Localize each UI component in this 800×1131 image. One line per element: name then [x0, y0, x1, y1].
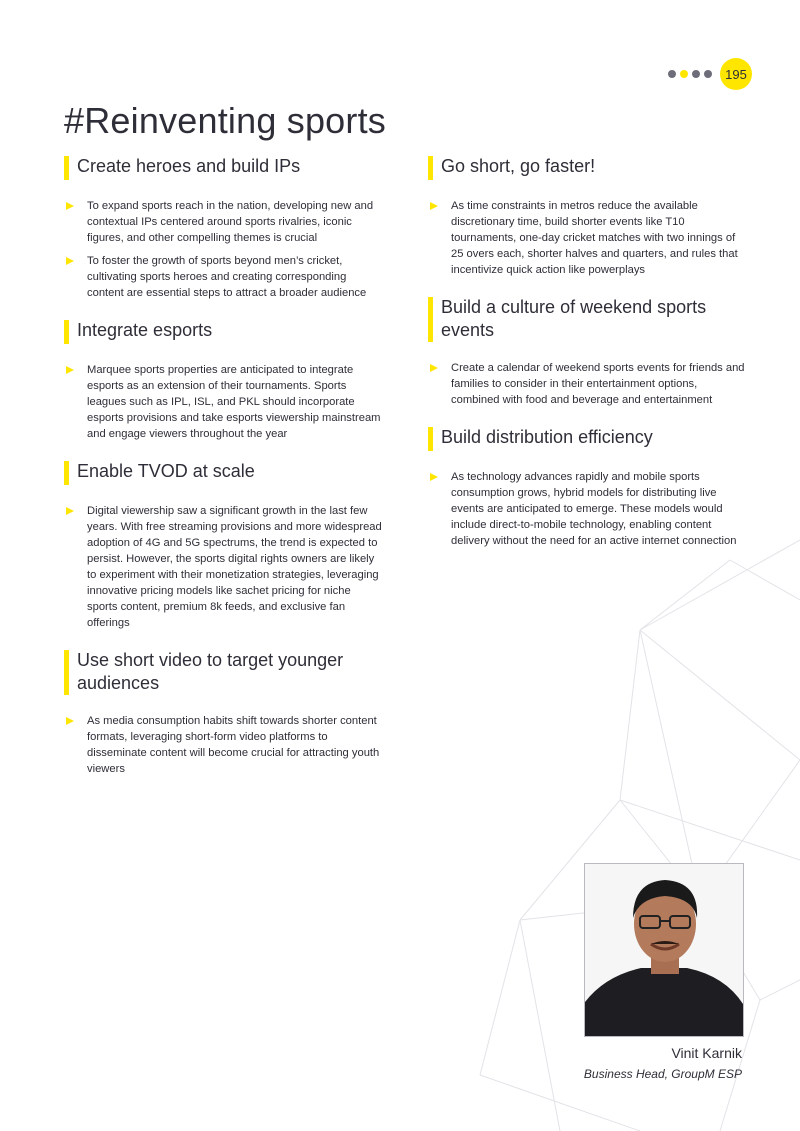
section-heading — [428, 155, 748, 180]
section-heading — [64, 649, 384, 695]
heading-accent-bar — [64, 320, 69, 344]
person-role: Business Head, GroupM ESP — [583, 1067, 742, 1081]
portrait-photo — [584, 863, 744, 1037]
heading-accent-bar — [428, 156, 433, 180]
bullet-text: Marquee sports properties are anticipated to integrate esports as an extension of their tournaments. Sports leagues such as IPL, ISL, and PKL should incorporate esports provisions and take esports viewership mainstream and engage viewers throughout the year — [87, 364, 381, 440]
bullet-item — [428, 469, 748, 549]
section — [64, 649, 384, 777]
bullet-arrow-icon — [66, 717, 74, 725]
person-name: Vinit Karnik — [671, 1045, 742, 1061]
bullet-list — [428, 198, 748, 278]
page-title: #Reinventing sports — [64, 100, 386, 141]
section-title: Enable TVOD at scale — [77, 461, 255, 481]
section — [428, 426, 748, 549]
heading-accent-bar — [428, 297, 433, 342]
bullet-arrow-icon — [430, 473, 438, 481]
section-heading — [64, 319, 384, 344]
bullet-arrow-icon — [66, 202, 74, 210]
section-heading — [428, 426, 748, 451]
section — [64, 460, 384, 631]
bullet-text: Digital viewership saw a significant growth in the last few years. With free streaming provisions and more widespread adoption of 4G and 5G spectrums, the trend is expected to persist. However, the sports digital rights owners are likely to experiment with their monetization strategies, leveraging innovative pricing models like sachet pricing for niche sports content, premium 8k feeds, and exclusive fan offerings — [87, 505, 382, 629]
section-heading — [428, 296, 748, 342]
person-silhouette-icon — [585, 864, 743, 1036]
pager-dot-icon — [704, 70, 712, 78]
bullet-item — [64, 253, 384, 301]
section-title: Build distribution efficiency — [441, 427, 653, 447]
bullet-arrow-icon — [66, 257, 74, 265]
bullet-arrow-icon — [66, 366, 74, 374]
bullet-arrow-icon — [430, 202, 438, 210]
right-column — [428, 155, 748, 567]
section-title: Create heroes and build IPs — [77, 156, 301, 176]
section-title: Build a culture of weekend sports events — [441, 297, 707, 340]
heading-accent-bar — [64, 461, 69, 485]
section — [64, 319, 384, 442]
bullet-text: Create a calendar of weekend sports events for friends and families to consider in their entertainment options, combined with food and beverage and entertainment — [451, 362, 745, 406]
bullet-text: As technology advances rapidly and mobile sports consumption grows, hybrid models for distributing live events are anticipated to emerge. These models would include direct-to-mobile technology, enabling content delivery without the need for an active internet connection — [451, 471, 737, 547]
bullet-list — [64, 198, 384, 301]
bullet-item — [64, 198, 384, 246]
bullet-arrow-icon — [66, 507, 74, 515]
pager-dot-icon — [668, 70, 676, 78]
heading-accent-bar — [64, 156, 69, 180]
bullet-text: As time constraints in metros reduce the available discretionary time, build shorter events like T10 tournaments, one-day cricket matches with two innings of 25 overs each, shorter halves and quarters, and rules that incentivize quick action like powerplays — [451, 200, 738, 276]
section-title: Use short video to target younger audiences — [77, 650, 344, 693]
section — [428, 296, 748, 408]
section — [428, 155, 748, 278]
bullet-item — [64, 362, 384, 442]
bullet-list — [64, 713, 384, 777]
heading-accent-bar — [428, 427, 433, 451]
bullet-list — [428, 469, 748, 549]
section-title: Integrate esports — [77, 320, 213, 340]
section — [64, 155, 384, 301]
bullet-item — [64, 713, 384, 777]
section-heading — [64, 155, 384, 180]
bullet-item — [428, 360, 748, 408]
bullet-item — [428, 198, 748, 278]
left-column — [64, 155, 384, 795]
bullet-text: As media consumption habits shift towards shorter content formats, leveraging short-form video platforms to disseminate content will become crucial for attracting youth viewers — [87, 715, 380, 775]
bullet-arrow-icon — [430, 364, 438, 372]
page-number: 195 — [720, 58, 752, 90]
heading-accent-bar — [64, 650, 69, 695]
pager-dot-active-icon — [680, 70, 688, 78]
bullet-list — [428, 360, 748, 408]
bullet-text: To foster the growth of sports beyond men’s cricket, cultivating sports heroes and creating corresponding content are essential steps to attract a broader audience — [87, 255, 367, 299]
bullet-text: To expand sports reach in the nation, developing new and contextual IPs centered around sports rivalries, iconic figures, and other compelling themes is crucial — [87, 200, 374, 244]
page-indicator — [668, 58, 752, 90]
section-heading — [64, 460, 384, 485]
pager-dot-icon — [692, 70, 700, 78]
section-title: Go short, go faster! — [441, 156, 596, 176]
bullet-item — [64, 503, 384, 631]
bullet-list — [64, 503, 384, 631]
bullet-list — [64, 362, 384, 442]
